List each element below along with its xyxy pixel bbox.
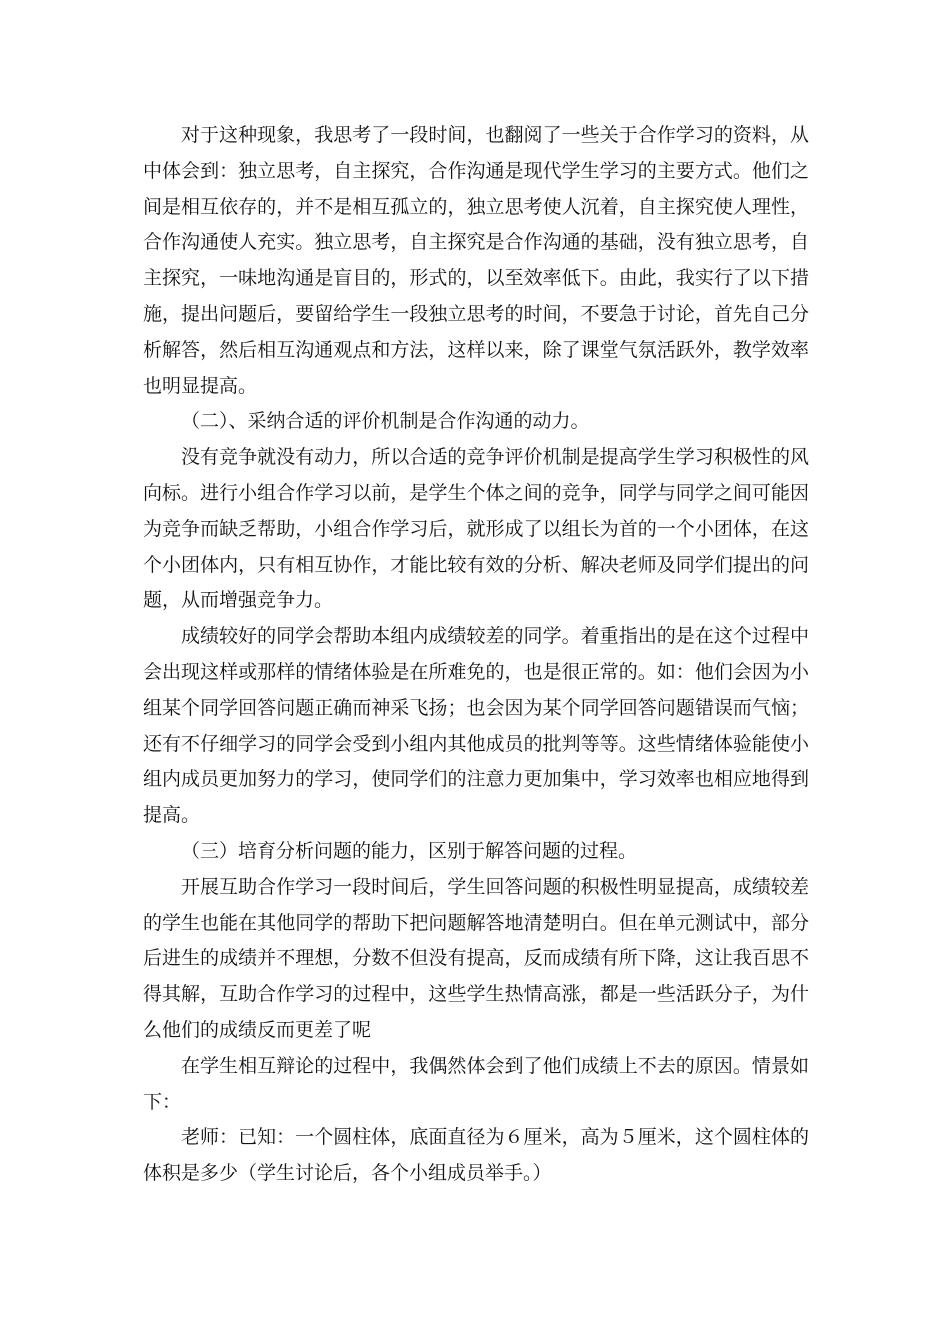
body-paragraph: 成绩较好的同学会帮助本组内成绩较差的同学。着重指出的是在这个过程中会出现这样或那样的情绪体验是在所难免的，也是很正常的。如：他们会因为小组某个同学回答问题正确而神采飞扬；也会因为某个同学回答问题错误而气恼；还有不仔细学习的同学会受到小组内其他成员的批判等等。这些情绪体验能使小组内成员更加努力的学习，使同学们的注意力更加集中，学习效率也相应地得到提高。 [143,625,809,827]
section-heading: （三）培育分析问题的能力，区别于解答问题的过程。 [181,839,638,862]
body-paragraph: 老师：已知：一个圆柱体，底面直径为６厘米，高为５厘米，这个圆柱体的体积是多少（学生讨论后，各个小组成员举手。） [143,1126,809,1185]
body-paragraph: 开展互助合作学习一段时间后，学生回答问题的积极性明显提高，成绩较差的学生也能在其他同学的帮助下把问题解答地清楚明白。但在单元测试中，部分后进生的成绩并不理想，分数不但没有提高，反而成绩有所下降，这让我百思不得其解，互助合作学习的过程中，这些学生热情高涨，都是一些活跃分子，为什么他们的成绩反而更差了呢 [143,875,809,1041]
section-heading: （二）、采纳合适的评价机制是合作沟通的动力。 [181,410,590,433]
body-paragraph: 对于这种现象，我思考了一段时间，也翻阅了一些关于合作学习的资料，从中体会到：独立思考，自主探究，合作沟通是现代学生学习的主要方式。他们之间是相互依存的，并不是相互孤立的，独立思考使人沉着，自主探究使人理性，合作沟通使人充实。独立思考，自主探究是合作沟通的基础，没有独立思考，自主探究，一味地沟通是盲目的，形式的，以至效率低下。由此，我实行了以下措施，提出问题后，要留给学生一段独立思考的时间，不要急于讨论，首先自己分析解答，然后相互沟通观点和方法，这样以来，除了课堂气氛活跃外，教学效率也明显提高。 [143,124,809,397]
document-page [143,118,809,1192]
body-paragraph: 没有竞争就没有动力，所以合适的竞争评价机制是提高学生学习积极性的风向标。进行小组合作学习以前，是学生个体之间的竞争，同学与同学之间可能因为竞争而缺乏帮助，小组合作学习后，就形成了以组长为首的一个小团体，在这个小团体内，只有相互协作，才能比较有效的分析、解决老师及同学们提出的问题，从而增强竞争力。 [143,446,809,612]
body-paragraph: 在学生相互辩论的过程中，我偶然体会到了他们成绩上不去的原因。情景如下： [143,1054,809,1113]
